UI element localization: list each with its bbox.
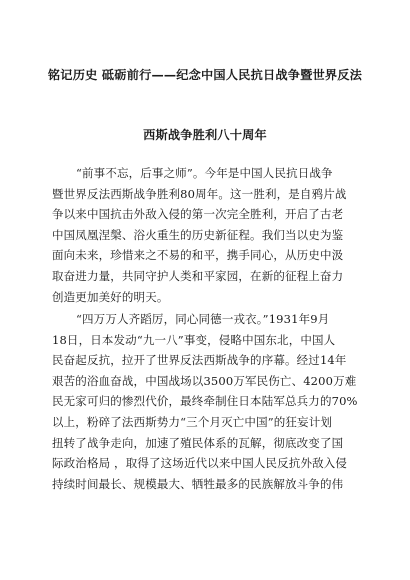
paragraph-line: “前事不忘，后事之师”。今年是中国人民抗日战争 xyxy=(76,166,333,180)
paragraph-line: 际政治格局 ，取得了这场近代以来中国人民反抗外敌入侵 xyxy=(52,456,348,471)
paragraph-line: 扭转了战争走向，加速了殖民体系的瓦解，彻底改变了国 xyxy=(52,435,344,450)
paragraph-1 xyxy=(52,163,364,307)
paragraph-line: 争以来中国抗击外敌入侵的第一次完全胜利，开启了古老 xyxy=(52,207,344,222)
paragraph-line: 以上，粉碎了法西斯势力“三个月灭亡中国”的狂妄计划 xyxy=(52,414,333,429)
paragraph-line: 持续时间最长、规模最大、牺牲最多的民族解放斗争的伟 xyxy=(52,476,344,491)
paragraph-line: 暨世界反法西斯战争胜利80周年。这一胜利，是自鸦片战 xyxy=(52,186,347,201)
paragraph-line: 民奋起反抗，拉开了世界反法西斯战争的序幕。经过14年 xyxy=(52,353,347,368)
document-title-line-2: 西斯战争胜利八十周年 xyxy=(143,128,267,142)
paragraph-line: 中国凤凰涅槃、浴火重生的历史新征程。我们当以史为鉴 xyxy=(52,227,344,242)
paragraph-line: 民无家可归的惨烈代价，最终牵制住日本陆军总兵力的70% xyxy=(52,394,358,409)
document-title-line-1: 铭记历史 砥砺前行——纪念中国人民抗日战争暨世界反法 xyxy=(47,68,363,82)
paragraph-line: 取奋进力量，共同守护人类和平家园，在新的征程上奋力 xyxy=(52,268,344,283)
paragraph-line: “四万万人齐蹈厉，同心同德一戎衣。”1931年9月 xyxy=(76,312,330,326)
paragraph-2 xyxy=(52,309,364,494)
paragraph-line: 面向未来，珍惜来之不易的和平，携手同心，从历史中汲 xyxy=(52,248,344,263)
paragraph-line: 18日，日本发动“九一八”事变，侵略中国东北，中国人 xyxy=(52,332,336,347)
paragraph-line: 艰苦的浴血奋战，中国战场以3500万军民伤亡、4200万难 xyxy=(52,373,357,388)
paragraph-line: 创造更加美好的明天。 xyxy=(52,289,169,304)
